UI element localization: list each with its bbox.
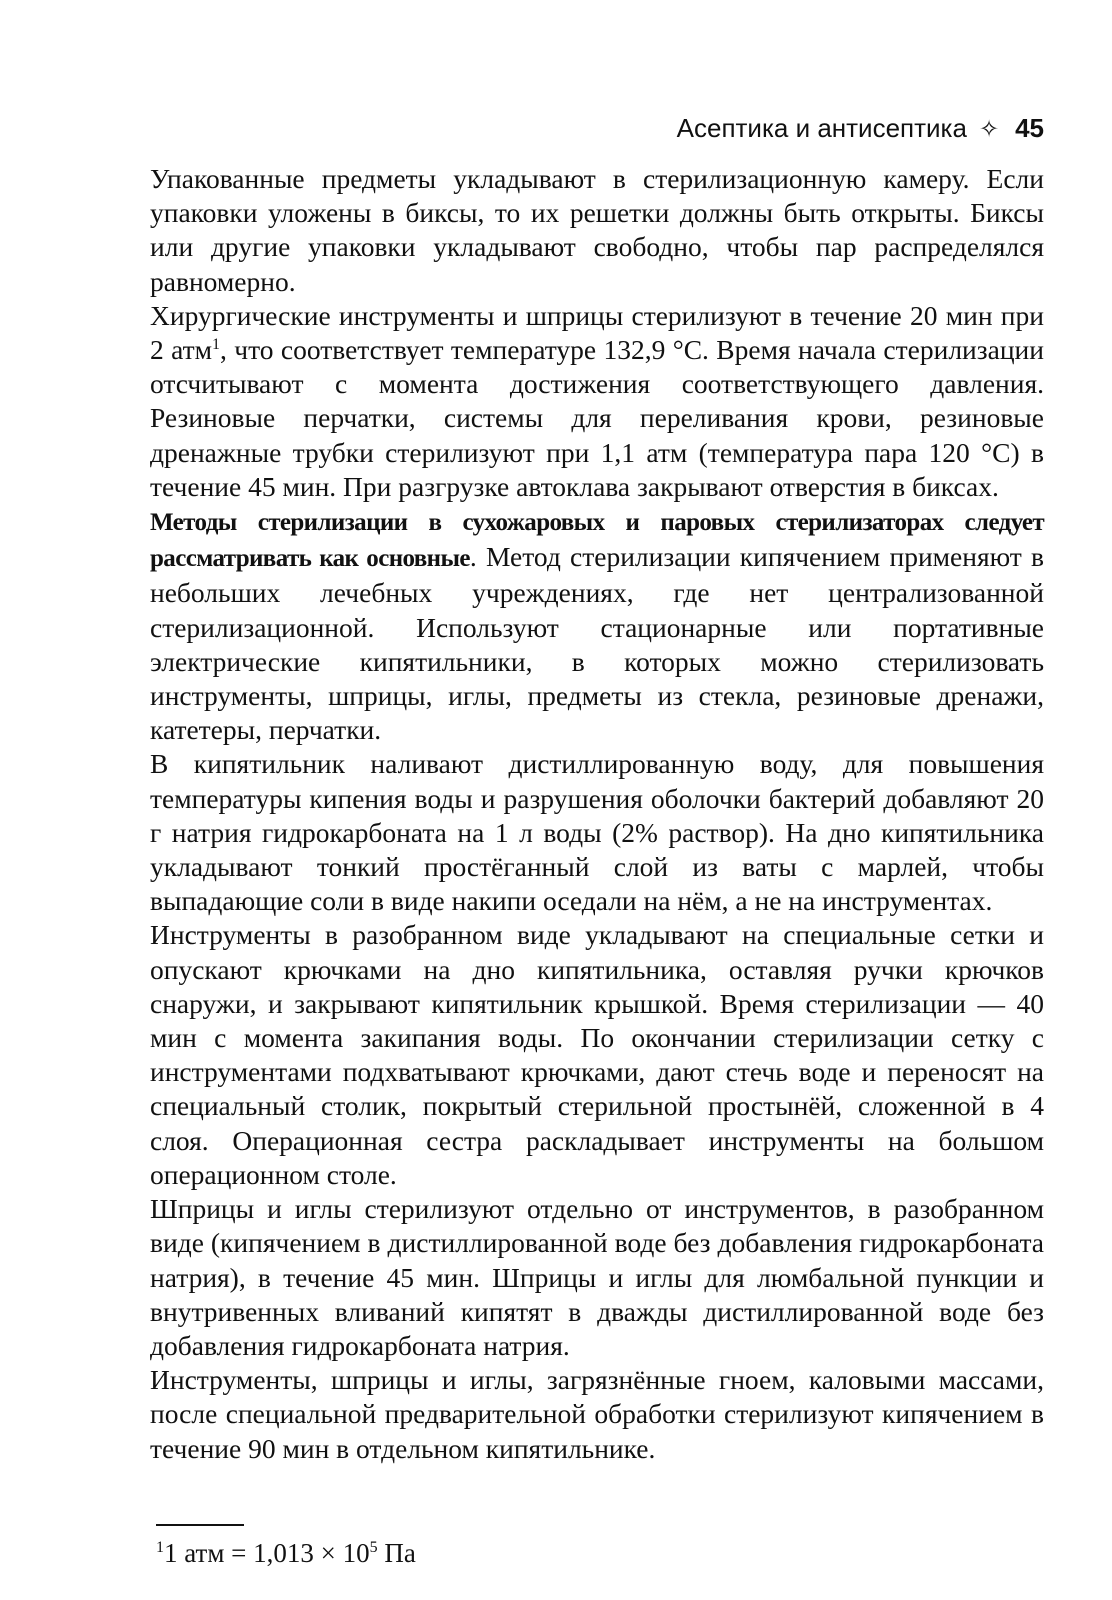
paragraph-3: Методы стерилизации в сухожаровых и паровых стерилизаторах следует рассматривать как основные. Метод стерилизации кипячением применяют в небольших лечебных учреждениях, где нет централизованной стерилизационной. Используют стационарные или портативные электрические кипятильники, в которых можно стерилизовать инструменты, шприцы, иглы, предметы из стекла, резиновые дренажи, катетеры, перчатки. (150, 509, 1044, 746)
paragraph-7: Инструменты, шприцы и иглы, загрязнённые гноем, каловыми массами, после специальной предварительной обработки стерилизуют кипячением в течение 90 мин в отдельном кипятильнике. (150, 1364, 1044, 1464)
footnote: $^1$1 атм = $1,013 \times 10^5$ Па (156, 1538, 416, 1568)
diamond-icon: ✧ (978, 116, 1000, 143)
footnote-exponent: 5 (369, 1539, 378, 1556)
body-text (150, 162, 1044, 1466)
page-number: 45 (1015, 113, 1044, 143)
paragraph-5: Инструменты в разобранном виде укладывают на специальные сетки и опускают крючками на дно кипятильника, оставляя ручки крючков снаружи, и закрывают кипятильник крышкой. Время стерилизации — 40 мин с момента закипания воды. По окончании стерилизации сетку с инструментами подхватывают крючками, дают стечь воде и переносят на специальный столик, покрытый стерильной простынёй, сложенной в 4 слоя. Операционная сестра раскладывает инструменты на большом операционном столе. (150, 919, 1044, 1190)
running-header (677, 112, 1044, 146)
paragraph-6: Шприцы и иглы стерилизуют отдельно от инструментов, в разобранном виде (кипячением в дистиллированной воде без добавления гидрокарбоната натрия), в течение 45 мин. Шприцы и иглы для люмбальной пункции и внутривенных вливаний кипятят в дважды дистиллированной воде без добавления гидрокарбоната натрия. (150, 1193, 1044, 1361)
paragraph-1: Упакованные предметы укладывают в стерилизационную камеру. Если упаковки уложены в биксы, то их решетки должны быть открыты. Биксы или другие упаковки укладывают свободно, чтобы пар распределялся равномерно. (150, 163, 1044, 297)
footnote-marker: 1 (156, 1539, 164, 1556)
bold-lead-text: Методы стерилизации в сухожаровых и паровых стерилизаторах следует рассматривать как основные (150, 509, 1044, 573)
header-title: Асептика и антисептика (676, 113, 967, 143)
paragraph-2: Хирургические инструменты и шприцы стерилизуют в течение 20 мин при 2 атм$^1$, что соответствует температуре 132,9 °С. Время начала стерилизации отсчитывают с момента достижения соответствующего давления. Резиновые перчатки, системы для переливания крови, резиновые дренажные трубки стерилизуют при 1,1 атм (температура пара 120 °С) в течение 45 мин. При разгрузке автоклава закрывают отверстия в биксах. (150, 299, 1044, 502)
footnote-reference: 1 (212, 336, 221, 354)
paragraph-4: В кипятильник наливают дистиллированную воду, для повышения температуры кипения воды и разрушения оболочки бактерий добавляют 20 г натрия гидрокарбоната на 1 л воды (2% раствор). На дно кипятильника укладывают тонкий простёганный слой из ваты с марлей, чтобы выпадающие соли в виде накипи оседали на нём, а не на инструментах. (150, 748, 1044, 917)
footnote-divider (156, 1524, 244, 1526)
